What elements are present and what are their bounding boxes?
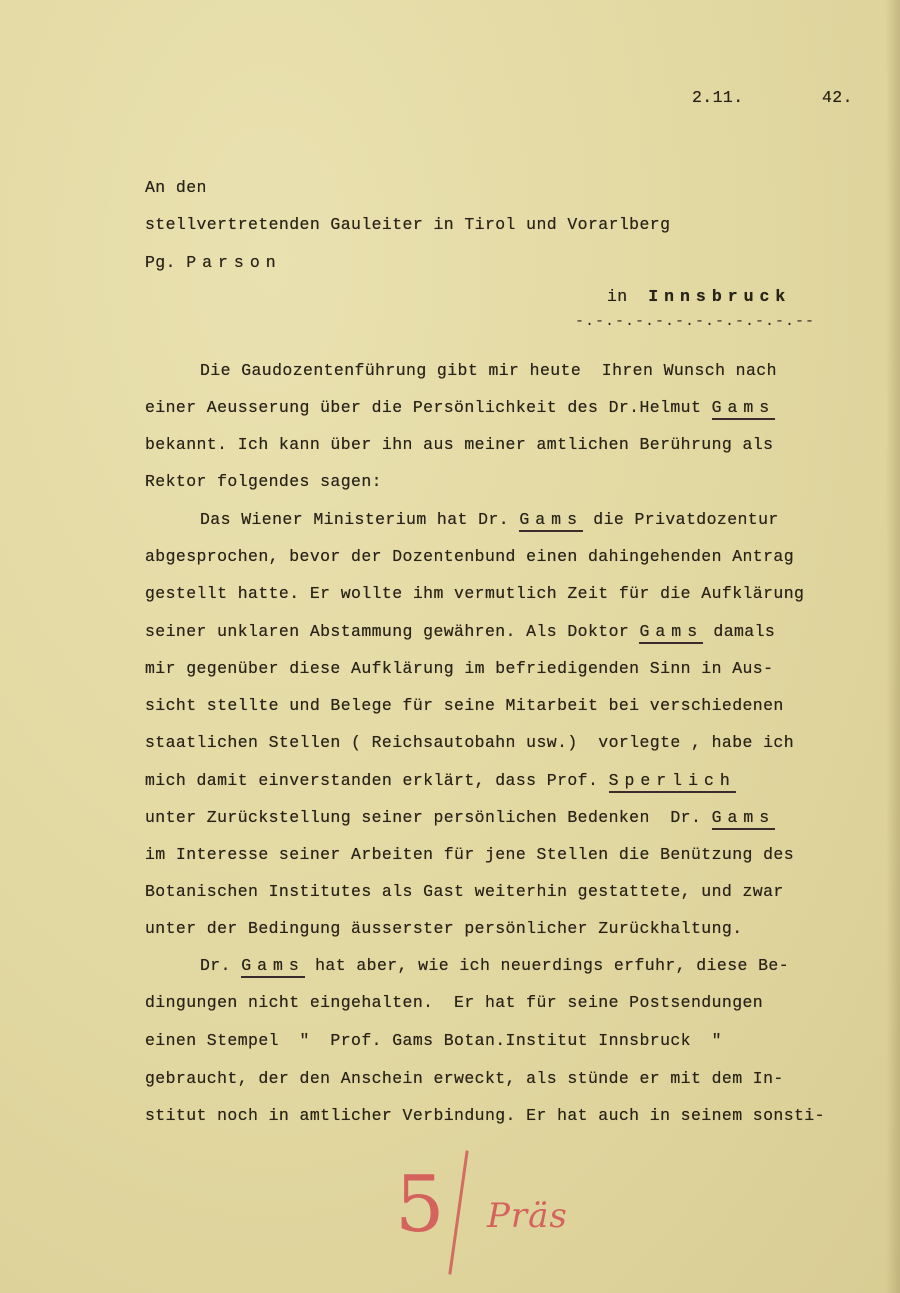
p2-line-1 (200, 510, 779, 529)
p2-line-7: staatlichen Stellen ( Reichsautobahn usw.) vorlegte , habe ich (145, 733, 795, 752)
p2-line-1-rest: die Privatdozentur (582, 510, 779, 529)
address-line-1: An den (145, 178, 207, 197)
p1-line-2-text: einer Aeusserung über die Persönlichkeit des Dr.Helmut (145, 398, 712, 417)
p1-line-3: bekannt. Ich kann über ihn aus meiner amtlichen Berührung als (145, 435, 774, 454)
name-gams: Gams (712, 398, 776, 420)
recipient-name: Parson (186, 253, 282, 272)
p2-line-8 (145, 771, 736, 790)
address-line-3 (145, 253, 282, 272)
party-title: Pg. (145, 253, 176, 272)
p2-line-6: sicht stellte und Belege für seine Mitarbeit bei verschiedenen (145, 696, 784, 715)
annotation-slash (448, 1150, 468, 1274)
name-gams: Gams (712, 808, 776, 830)
p2-line-5: mir gegenüber diese Aufklärung im befriedigenden Sinn in Aus- (145, 659, 774, 678)
city: Innsbruck (648, 287, 792, 306)
p2-line-2: abgesprochen, bevor der Dozentenbund einen dahingehenden Antrag (145, 547, 795, 566)
address-city-line (607, 287, 791, 306)
city-prefix: in (607, 287, 628, 306)
annotation-number: 5 (395, 1160, 445, 1250)
p2-line-3: gestellt hatte. Er wollte ihm vermutlich Zeit für die Aufklärung (145, 584, 805, 603)
p3-line-5: stitut noch in amtlicher Verbindung. Er hat auch in seinem sonsti- (145, 1106, 825, 1125)
p2-line-9 (145, 808, 775, 827)
year: 42. (822, 88, 853, 107)
p2-line-1-text: Das Wiener Ministerium hat Dr. (200, 510, 520, 529)
name-gams: Gams (639, 622, 703, 644)
p2-line-9-text: unter Zurückstellung seiner persönlichen Bedenken Dr. (145, 808, 712, 827)
p1-line-1: Die Gaudozentenführung gibt mir heute Ihren Wunsch nach (200, 361, 777, 380)
p3-line-1-text: Dr. (200, 956, 242, 975)
p3-line-3: einen Stempel " Prof. Gams Botan.Institut Innsbruck " (145, 1031, 722, 1050)
p3-line-4: gebraucht, der den Anschein erweckt, als stünde er mit dem In- (145, 1069, 784, 1088)
p2-line-8-text: mich damit einverstanden erklärt, dass Prof. (145, 771, 609, 790)
p2-line-11: Botanischen Institutes als Gast weiterhin gestattete, und zwar (145, 882, 784, 901)
p1-line-4: Rektor folgendes sagen: (145, 472, 382, 491)
handwritten-annotation (395, 1160, 595, 1270)
p2-line-10: im Interesse seiner Arbeiten für jene Stellen die Benützung des (145, 845, 795, 864)
name-gams: Gams (519, 510, 583, 532)
name-sperlich: Sperlich (609, 771, 736, 793)
p1-line-2 (145, 398, 775, 417)
p3-line-2: dingungen nicht eingehalten. Er hat für seine Postsendungen (145, 993, 764, 1012)
date: 2.11. (692, 88, 744, 107)
p3-line-1-rest: hat aber, wie ich neuerdings erfuhr, diese Be- (304, 956, 790, 975)
p2-line-4-text: seiner unklaren Abstammung gewähren. Als Doktor (145, 622, 640, 641)
p3-line-1 (200, 956, 789, 975)
p2-line-4 (145, 622, 775, 641)
dash-underline: -.-.-.-.-.-.-.-.-.-.-.-- (575, 313, 816, 330)
address-line-2: stellvertretenden Gauleiter in Tirol und Vorarlberg (145, 215, 671, 234)
p2-line-4-rest: damals (703, 622, 776, 641)
annotation-text: Präs (487, 1196, 568, 1236)
p2-line-12: unter der Bedingung äusserster persönlicher Zurückhaltung. (145, 919, 743, 938)
name-gams: Gams (241, 956, 305, 978)
